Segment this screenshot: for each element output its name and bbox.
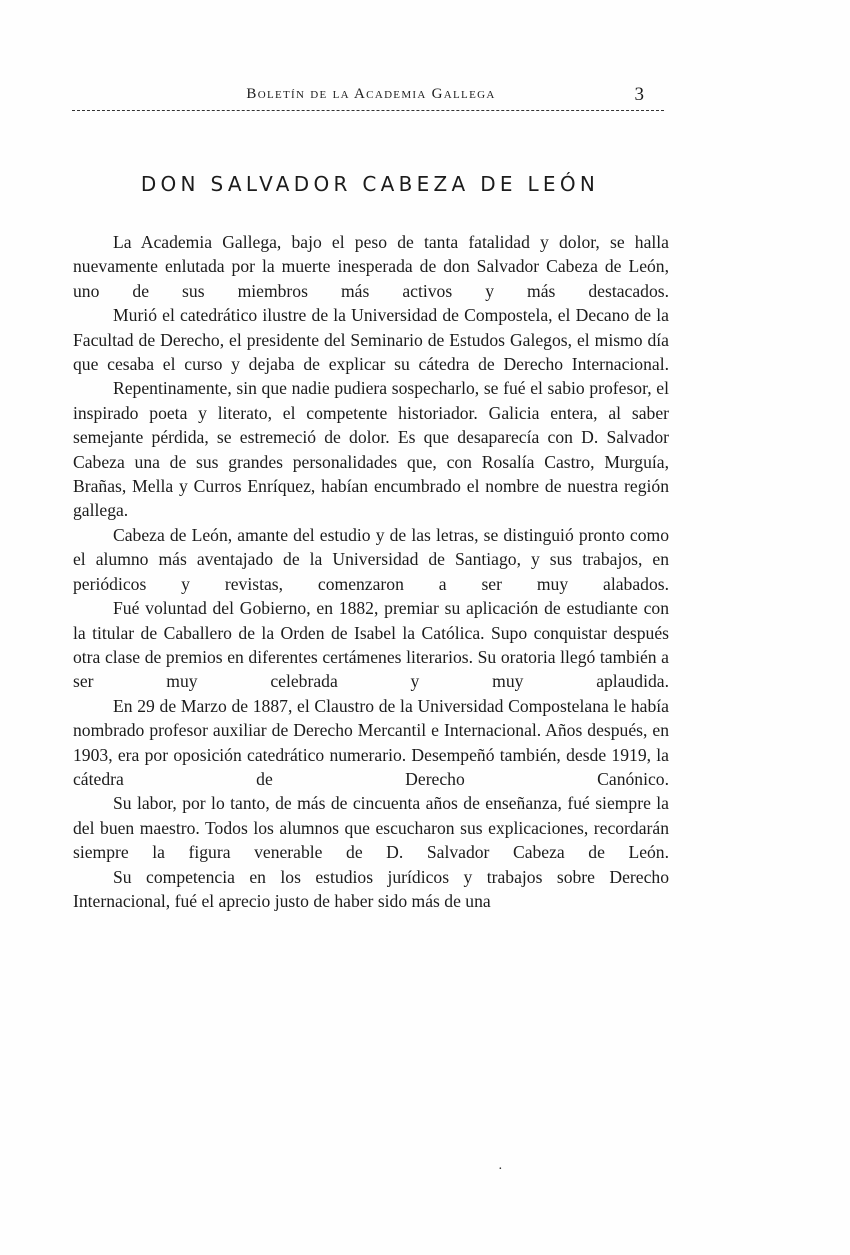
paragraph: Repentinamente, sin que nadie pudiera sospecharlo, se fué el sabio profesor, el inspirado poeta y literato, el competente historiador. Galicia entera, al saber semejante pérdida, se estremeció de dolor. Es que desaparecía con D. Salvador Cabeza una de sus grandes personalidades que, con Rosalía Castro, Murguía, Brañas, Mella y Curros Enríquez, habían encumbrado el nombre de nuestra región gallega. xyxy=(73,378,669,521)
paragraph: En 29 de Marzo de 1887, el Claustro de la Universidad Compostelana le había nombrado profesor auxiliar de Derecho Mercantil e Internacional. Años después, en 1903, era por oposición catedrático numerario. Desempeñó también, desde 1919, la cátedra de Derecho Canónico. xyxy=(73,695,669,789)
article-body xyxy=(73,230,669,913)
running-head xyxy=(76,84,666,108)
journal-title: Boletín de la Academia Gallega xyxy=(246,86,496,102)
paragraph: Fué voluntad del Gobierno, en 1882, premiar su aplicación de estudiante con la titular de Caballero de la Orden de Isabel la Católica. Supo conquistar después otra clase de premios en diferentes certámenes literarios. Su oratoria llegó también a ser muy celebrada y muy aplaudida. xyxy=(73,598,669,692)
paragraph: Su competencia en los estudios jurídicos y trabajos sobre Derecho Internacional, fué el aprecio justo de haber sido más de una xyxy=(73,866,669,911)
paragraph: Su labor, por lo tanto, de más de cincuenta años de enseñanza, fué siempre la del buen maestro. Todos los alumnos que escucharon sus explicaciones, recordarán siempre la figura venerable de D. Salvador Cabeza de León. xyxy=(73,793,669,863)
article-title: DON SALVADOR CABEZA DE LEÓN xyxy=(140,172,600,196)
paragraph: Murió el catedrático ilustre de la Universidad de Compostela, el Decano de la Facultad de Derecho, el presidente del Seminario de Estudos Galegos, el mismo día que cesaba el curso y dejaba de explicar su cátedra de Derecho Internacional. xyxy=(73,305,669,375)
paragraph: La Academia Gallega, bajo el peso de tanta fatalidad y dolor, se halla nuevamente enlutada por la muerte inesperada de don Salvador Cabeza de León, uno de sus miembros más activos y más destacados. xyxy=(73,232,669,301)
page-number: 3 xyxy=(634,84,644,105)
header-rule xyxy=(72,110,664,111)
print-mark: · xyxy=(498,1162,503,1177)
paragraph: Cabeza de León, amante del estudio y de las letras, se distinguió pronto como el alumno más aventajado de la Universidad de Santiago, y sus trabajos, en periódicos y revistas, comenzaron a ser muy alabados. xyxy=(73,524,669,594)
